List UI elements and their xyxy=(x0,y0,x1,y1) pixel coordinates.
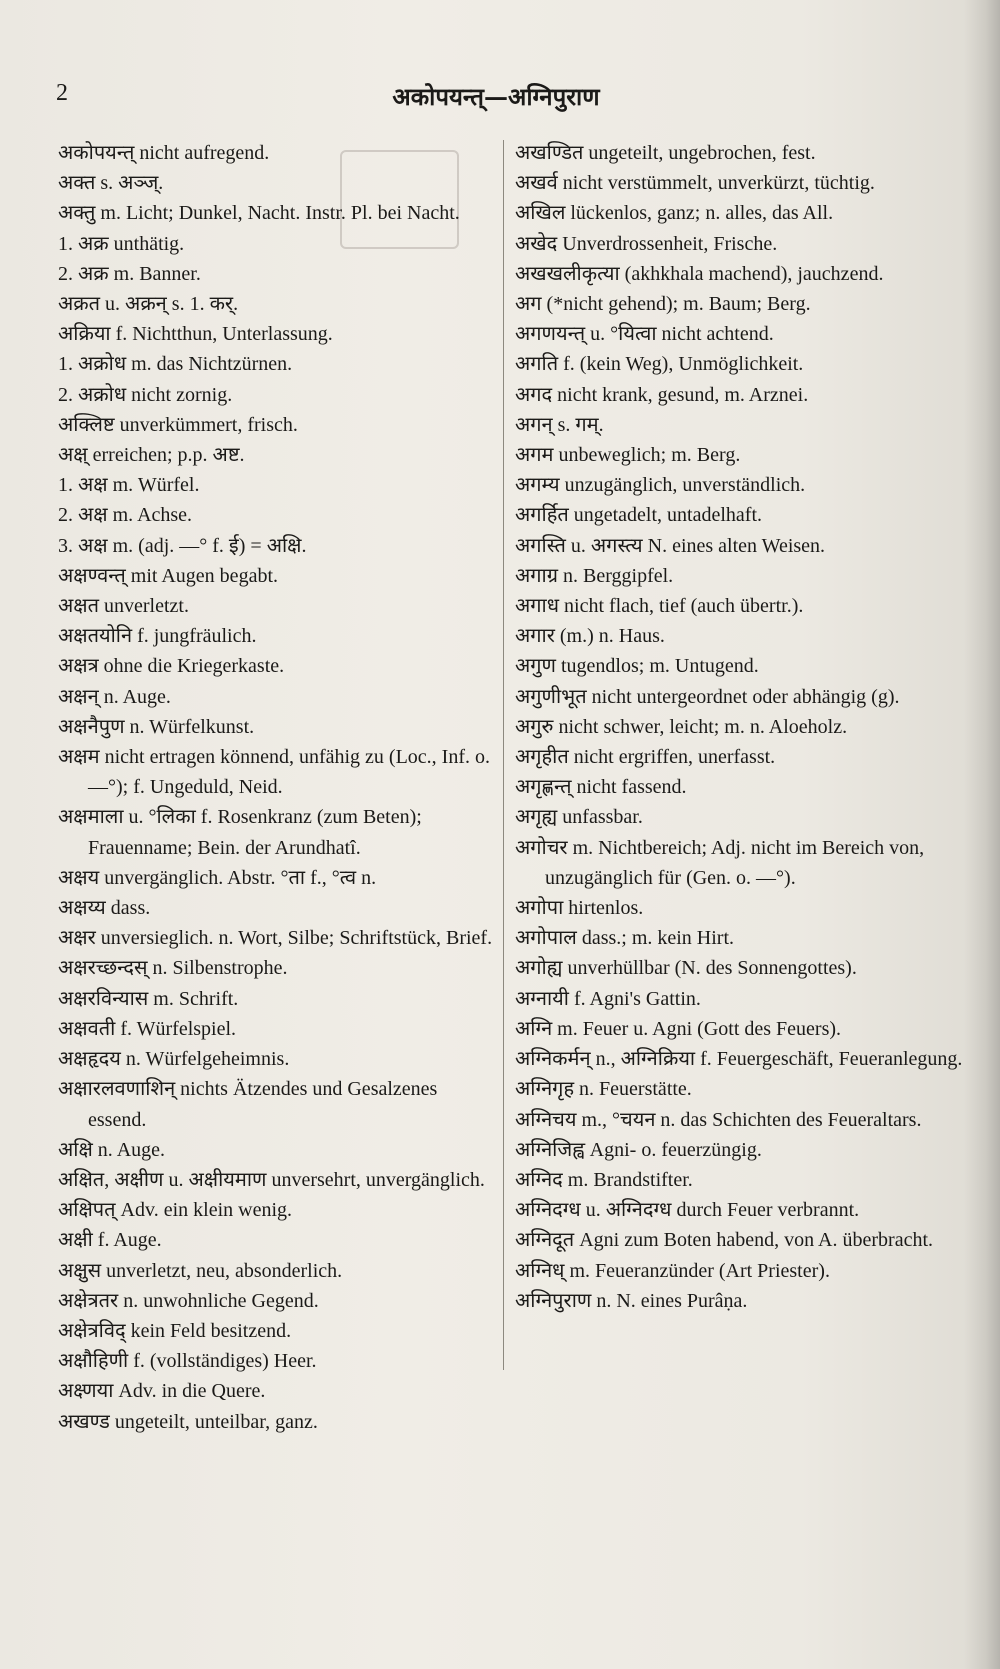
dictionary-entry: अक्लिष्ट unverkümmert, frisch. xyxy=(58,413,298,436)
dictionary-entry: अक्षण्वन्त् mit Augen begabt. xyxy=(58,564,278,587)
dictionary-entry: अक्षय्य dass. xyxy=(58,897,151,920)
dictionary-entry: अगस्ति u. अगस्त्य N. eines alten Weisen. xyxy=(515,534,826,557)
dictionary-entry: अक्षर unversieglich. n. Wort, Silbe; Schriftstück, Brief. xyxy=(58,927,493,950)
dictionary-entry: अक्षनैपुण n. Würfelkunst. xyxy=(58,715,255,738)
column-divider xyxy=(503,140,504,1370)
dictionary-entry: अगुणीभूत nicht untergeordnet oder abhängig (g). xyxy=(515,685,900,708)
dictionary-entry: अक्षि n. Auge. xyxy=(58,1138,166,1161)
dictionary-entry: अक्षेत्रविद् kein Feld besitzend. xyxy=(58,1319,292,1342)
dictionary-entry: अक्ष्णया Adv. in die Quere. xyxy=(58,1380,266,1403)
dictionary-entry: अग्निदग्ध u. अग्निदग्ध durch Feuer verbrannt. xyxy=(515,1199,860,1222)
dictionary-entry: अक्षवती f. Würfelspiel. xyxy=(58,1017,237,1040)
dictionary-entry: अग्निदूत Agni zum Boten habend, von A. überbracht. xyxy=(515,1229,934,1252)
dictionary-entry: अगृह्णन्त् nicht fassend. xyxy=(515,776,687,799)
dictionary-entry: 1. अक्रोध m. das Nichtzürnen. xyxy=(58,353,293,376)
dictionary-entry: अक्तु m. Licht; Dunkel, Nacht. Instr. Pl. bei Nacht. xyxy=(58,202,460,225)
page-header xyxy=(56,80,936,114)
dictionary-entry: अक्षन् n. Auge. xyxy=(58,685,171,708)
dictionary-entry: अगति f. (kein Weg), Unmöglichkeit. xyxy=(515,353,804,376)
dictionary-entry: अक्षारलवणाशिन् nichts Ätzendes und Gesalzenes essend. xyxy=(58,1078,438,1131)
dictionary-entry: अक्षत्र ohne die Kriegerkaste. xyxy=(58,655,285,678)
running-head: अकोपयन्त्—अग्निपुराण xyxy=(392,82,600,111)
dictionary-entry: अग्नायी f. Agni's Gattin. xyxy=(515,987,701,1010)
dictionary-entry: अक्ष् erreichen; p.p. अष्ट. xyxy=(58,444,245,467)
page-number: 2 xyxy=(56,80,68,106)
dictionary-entry: अगर्हित ungetadelt, untadelhaft. xyxy=(515,504,763,527)
dictionary-entry: अग्निजिह्व Agni- o. feuerzüngig. xyxy=(515,1138,762,1161)
dictionary-entry: अखिल lückenlos, ganz; n. alles, das All. xyxy=(515,202,834,225)
dictionary-entry: अग्निकर्मन् n., अग्निक्रिया f. Feuergeschäft, Feueranlegung. xyxy=(515,1048,963,1071)
dictionary-entry: अक्षमाला u. °लिका f. Rosenkranz (zum Beten); Frauenname; Bein. der Arundhatî. xyxy=(58,806,422,859)
dictionary-entry: अक्रत u. अक्रन् s. 1. कर्. xyxy=(58,293,239,316)
dictionary-entry: अक्षी f. Auge. xyxy=(58,1229,162,1252)
dictionary-entry: अग (*nicht gehend); m. Baum; Berg. xyxy=(515,293,811,316)
dictionary-entry: अगन् s. गम्. xyxy=(515,413,604,436)
dictionary-entry: अगार (m.) n. Haus. xyxy=(515,625,665,648)
dictionary-entry: अगम्य unzugänglich, unverständlich. xyxy=(515,474,806,497)
dictionary-entry: अक्षरविन्यास m. Schrift. xyxy=(58,987,239,1010)
dictionary-entry: अगृह्य unfassbar. xyxy=(515,806,643,829)
dictionary-entry: अक्षत unverletzt. xyxy=(58,595,189,618)
dictionary-entry: अक्षहृदय n. Würfelgeheimnis. xyxy=(58,1048,290,1071)
dictionary-entry: अगम unbeweglich; m. Berg. xyxy=(515,444,741,467)
dictionary-entry: अक्षय unvergänglich. Abstr. °ता f., °त्व n. xyxy=(58,866,377,889)
dictionary-entry: अगणयन्त् u. °यित्वा nicht achtend. xyxy=(515,323,774,346)
dictionary-entry: अगुरु nicht schwer, leicht; m. n. Aloeholz. xyxy=(515,715,848,738)
dictionary-entry: 2. अक्ष m. Achse. xyxy=(58,504,193,527)
dictionary-entry: 1. अक्ष m. Würfel. xyxy=(58,474,200,497)
dictionary-entry: अगुण tugendlos; m. Untugend. xyxy=(515,655,759,678)
dictionary-entry: अक्षरच्छन्दस् n. Silbenstrophe. xyxy=(58,957,288,980)
dictionary-entry: अगाध nicht flach, tief (auch übertr.). xyxy=(515,595,804,618)
dictionary-entry: अगोपा hirtenlos. xyxy=(515,897,644,920)
left-column xyxy=(58,138,498,1437)
right-column xyxy=(515,138,965,1316)
dictionary-entry: अक्षित, अक्षीण u. अक्षीयमाण unversehrt, unvergänglich. xyxy=(58,1168,485,1191)
dictionary-entry: 2. अक्र m. Banner. xyxy=(58,262,201,285)
dictionary-entry: अगद nicht krank, gesund, m. Arznei. xyxy=(515,383,809,406)
dictionary-entry: अग्निगृह n. Feuerstätte. xyxy=(515,1078,692,1101)
dictionary-entry: अग्निचय m., °चयन n. das Schichten des Feueraltars. xyxy=(515,1108,922,1131)
dictionary-entry: अग्निपुराण n. N. eines Purâṇa. xyxy=(515,1289,748,1312)
dictionary-entry: अखर्व nicht verstümmelt, unverkürzt, tüchtig. xyxy=(515,172,875,195)
dictionary-entry: अखण्ड ungeteilt, unteilbar, ganz. xyxy=(58,1410,318,1433)
dictionary-entry: अकोपयन्त् nicht aufregend. xyxy=(58,142,270,164)
dictionary-entry: अक्षतयोनि f. jungfräulich. xyxy=(58,625,257,648)
dictionary-entry: अगाग्र n. Berggipfel. xyxy=(515,564,674,587)
dictionary-entry: 1. अक्र unthätig. xyxy=(58,232,185,255)
dictionary-entry: अक्षौहिणी f. (vollständiges) Heer. xyxy=(58,1350,317,1373)
dictionary-entry: अगोपाल dass.; m. kein Hirt. xyxy=(515,927,735,950)
dictionary-entry: अक्षुस unverletzt, neu, absonderlich. xyxy=(58,1259,343,1282)
dictionary-entry: अक्रिया f. Nichtthun, Unterlassung. xyxy=(58,323,333,346)
dictionary-entry: अक्षिपत् Adv. ein klein wenig. xyxy=(58,1199,293,1222)
dictionary-entry: अखखलीकृत्या (akhkhala machend), jauchzend. xyxy=(515,262,884,285)
dictionary-entry: अगोचर m. Nichtbereich; Adj. nicht im Bereich von, unzugänglich für (Gen. o. —°). xyxy=(515,836,925,889)
dictionary-entry: अखण्डित ungeteilt, ungebrochen, fest. xyxy=(515,142,816,164)
dictionary-entry: अक्त s. अञ्ज्. xyxy=(58,172,164,195)
dictionary-entry: अक्षम nicht ertragen könnend, unfähig zu (Loc., Inf. o. —°); f. Ungeduld, Neid. xyxy=(58,746,490,799)
page-edge-shadow xyxy=(964,0,1000,1669)
dictionary-entry: अगोह्य unverhüllbar (N. des Sonnengottes). xyxy=(515,957,857,980)
dictionary-entry: अग्नि m. Feuer u. Agni (Gott des Feuers). xyxy=(515,1017,842,1040)
dictionary-entry: अग्निध् m. Feueranzünder (Art Priester). xyxy=(515,1259,830,1282)
dictionary-entry: अग्निद m. Brandstifter. xyxy=(515,1168,693,1191)
dictionary-entry: 2. अक्रोध nicht zornig. xyxy=(58,383,233,406)
dictionary-entry: अगृहीत nicht ergriffen, unerfasst. xyxy=(515,746,776,769)
dictionary-entry: अखेद Unverdrossenheit, Frische. xyxy=(515,232,778,255)
dictionary-entry: 3. अक्ष m. (adj. —° f. ई) = अक्षि. xyxy=(58,534,307,557)
dictionary-entry: अक्षेत्रतर n. unwohnliche Gegend. xyxy=(58,1289,319,1312)
